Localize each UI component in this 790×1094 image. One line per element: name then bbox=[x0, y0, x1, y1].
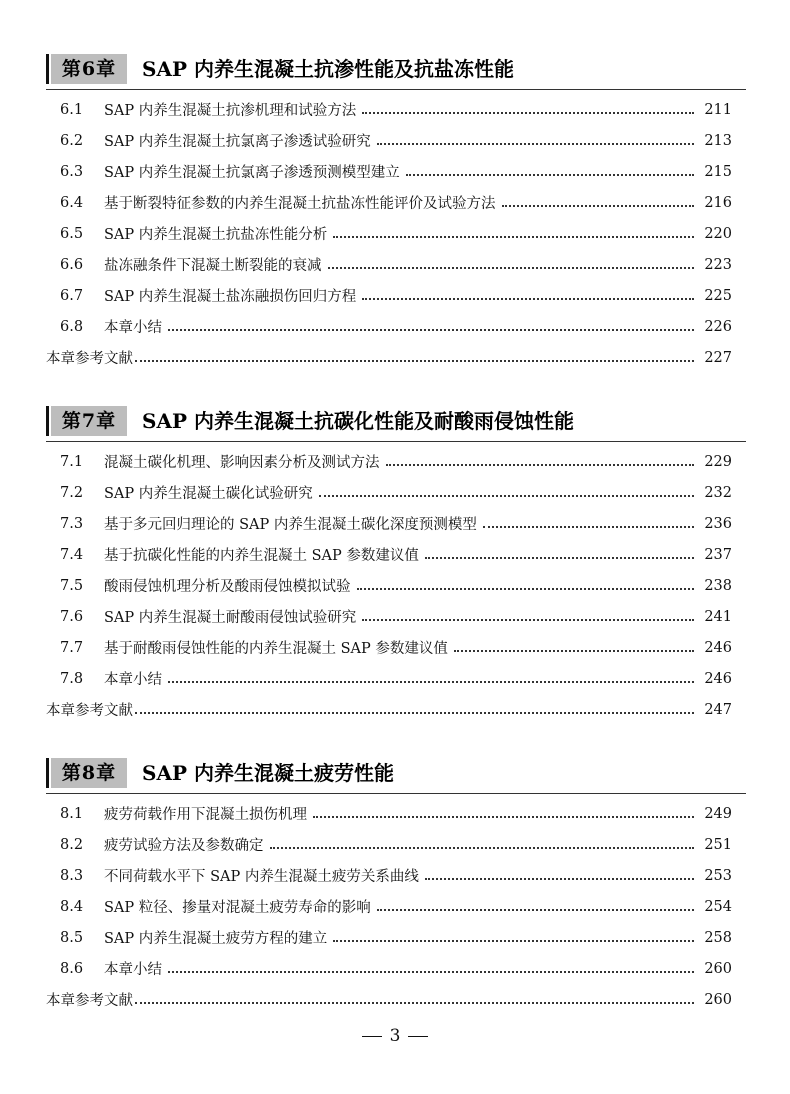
toc-entry[interactable] bbox=[60, 663, 732, 694]
section-number: 7.7 bbox=[60, 639, 84, 656]
section-title: SAP 内养生混凝土盐冻融损伤回归方程 bbox=[104, 289, 357, 305]
page-number: 226 bbox=[704, 318, 732, 335]
chapter-rule bbox=[46, 793, 746, 794]
section-title: SAP 内养生混凝土耐酸雨侵蚀试验研究 bbox=[104, 610, 357, 626]
section-number: 6.8 bbox=[60, 318, 84, 335]
section-number: 7.8 bbox=[60, 670, 84, 687]
page-number: 225 bbox=[704, 287, 732, 304]
toc-entry[interactable] bbox=[60, 570, 732, 601]
toc-entry[interactable] bbox=[60, 94, 732, 125]
dot-leader bbox=[377, 141, 694, 145]
section-title: 基于多元回归理论的 SAP 内养生混凝土碳化深度预测模型 bbox=[104, 517, 477, 533]
toc-entry[interactable] bbox=[60, 125, 732, 156]
dot-leader bbox=[377, 907, 694, 911]
references-title: 本章参考文献 bbox=[46, 993, 133, 1009]
chapter-marker-bar bbox=[46, 406, 49, 436]
chapter-6 bbox=[46, 52, 746, 367]
toc-entry[interactable] bbox=[60, 891, 732, 922]
section-title: 盐冻融条件下混凝土断裂能的衰减 bbox=[104, 258, 322, 274]
section-number: 6.4 bbox=[60, 194, 84, 211]
references-title: 本章参考文献 bbox=[46, 351, 133, 367]
section-number: 6.5 bbox=[60, 225, 84, 242]
dot-leader bbox=[425, 876, 694, 880]
section-number: 6.3 bbox=[60, 163, 84, 180]
chapter-label: 第6章 bbox=[51, 54, 127, 84]
toc-entries bbox=[46, 798, 732, 1015]
chapter-marker-bar bbox=[46, 54, 49, 84]
section-title: 基于耐酸雨侵蚀性能的内养生混凝土 SAP 参数建议值 bbox=[104, 641, 448, 657]
page-number: 258 bbox=[704, 929, 732, 946]
section-number: 6.6 bbox=[60, 256, 84, 273]
section-number: 7.3 bbox=[60, 515, 84, 532]
section-number: 8.1 bbox=[60, 805, 84, 822]
chapter-header bbox=[46, 404, 746, 442]
section-title: SAP 内养生混凝土抗氯离子渗透预测模型建立 bbox=[104, 165, 400, 181]
dot-leader bbox=[425, 555, 694, 559]
section-title: SAP 内养生混凝土抗氯离子渗透试验研究 bbox=[104, 134, 371, 150]
toc-entry[interactable] bbox=[60, 280, 732, 311]
chapter-header bbox=[46, 52, 746, 90]
section-number: 7.4 bbox=[60, 546, 84, 563]
section-title: SAP 粒径、掺量对混凝土疲劳寿命的影响 bbox=[104, 900, 371, 916]
page-number: 241 bbox=[704, 608, 732, 625]
page-number: 236 bbox=[704, 515, 732, 532]
section-number: 8.4 bbox=[60, 898, 84, 915]
section-title: 不同荷载水平下 SAP 内养生混凝土疲劳关系曲线 bbox=[104, 869, 419, 885]
dot-leader bbox=[313, 814, 694, 818]
section-number: 7.5 bbox=[60, 577, 84, 594]
dot-leader bbox=[319, 493, 694, 497]
toc-entry-references[interactable] bbox=[46, 342, 732, 373]
section-number: 7.1 bbox=[60, 453, 84, 470]
page-number: 215 bbox=[704, 163, 732, 180]
section-number: 6.2 bbox=[60, 132, 84, 149]
section-title: 疲劳试验方法及参数确定 bbox=[104, 838, 264, 854]
page-number: 251 bbox=[704, 836, 732, 853]
section-number: 8.3 bbox=[60, 867, 84, 884]
toc-entry[interactable] bbox=[60, 446, 732, 477]
page-number: 247 bbox=[704, 701, 732, 718]
chapter-8 bbox=[46, 756, 746, 1009]
dot-leader bbox=[135, 710, 694, 714]
section-title: 本章小结 bbox=[104, 320, 162, 336]
dot-leader bbox=[135, 358, 694, 362]
section-number: 7.2 bbox=[60, 484, 84, 501]
dot-leader bbox=[502, 203, 695, 207]
chapter-label: 第8章 bbox=[51, 758, 127, 788]
toc-entries bbox=[46, 94, 732, 373]
chapter-marker-bar bbox=[46, 758, 49, 788]
toc-entry[interactable] bbox=[60, 953, 732, 984]
page-number: 216 bbox=[704, 194, 732, 211]
toc-entry[interactable] bbox=[60, 311, 732, 342]
toc-entry[interactable] bbox=[60, 156, 732, 187]
references-title: 本章参考文献 bbox=[46, 703, 133, 719]
dot-leader bbox=[135, 1000, 694, 1004]
section-title: 基于抗碳化性能的内养生混凝土 SAP 参数建议值 bbox=[104, 548, 419, 564]
page-number: 223 bbox=[704, 256, 732, 273]
dot-leader bbox=[406, 172, 694, 176]
page-number: 260 bbox=[704, 991, 732, 1008]
page-number: 211 bbox=[704, 101, 732, 118]
chapter-title: SAP 内养生混凝土抗碳化性能及耐酸雨侵蚀性能 bbox=[142, 409, 574, 433]
section-title: 本章小结 bbox=[104, 672, 162, 688]
page-number: 229 bbox=[704, 453, 732, 470]
page-number: 254 bbox=[704, 898, 732, 915]
section-title: 本章小结 bbox=[104, 962, 162, 978]
chapter-label: 第7章 bbox=[51, 406, 127, 436]
toc-entry[interactable] bbox=[60, 477, 732, 508]
chapter-rule bbox=[46, 89, 746, 90]
section-number: 8.5 bbox=[60, 929, 84, 946]
chapter-header bbox=[46, 756, 746, 794]
dot-leader bbox=[362, 617, 694, 621]
page-number: 246 bbox=[704, 670, 732, 687]
section-number: 7.6 bbox=[60, 608, 84, 625]
folio-number: 3 bbox=[389, 1026, 401, 1046]
toc-entry[interactable] bbox=[60, 632, 732, 663]
folio-dash-left bbox=[362, 1036, 382, 1037]
page-number: 227 bbox=[704, 349, 732, 366]
dot-leader bbox=[333, 938, 694, 942]
toc-entry[interactable] bbox=[60, 601, 732, 632]
toc-entry[interactable] bbox=[60, 218, 732, 249]
chapter-7 bbox=[46, 404, 746, 719]
toc-entry[interactable] bbox=[60, 829, 732, 860]
chapter-rule bbox=[46, 441, 746, 442]
dot-leader bbox=[270, 845, 695, 849]
toc-entry-references[interactable] bbox=[46, 984, 732, 1015]
dot-leader bbox=[333, 234, 694, 238]
page-number: 249 bbox=[704, 805, 732, 822]
toc-entry[interactable] bbox=[60, 187, 732, 218]
section-number: 8.2 bbox=[60, 836, 84, 853]
page-number: 213 bbox=[704, 132, 732, 149]
dot-leader bbox=[168, 969, 694, 973]
section-title: SAP 内养生混凝土抗渗机理和试验方法 bbox=[104, 103, 357, 119]
page-number: 237 bbox=[704, 546, 732, 563]
page-number: 246 bbox=[704, 639, 732, 656]
toc-entry[interactable] bbox=[60, 508, 732, 539]
section-title: SAP 内养生混凝土抗盐冻性能分析 bbox=[104, 227, 328, 243]
dot-leader bbox=[386, 462, 695, 466]
section-title: 混凝土碳化机理、影响因素分析及测试方法 bbox=[104, 455, 380, 471]
section-number: 6.7 bbox=[60, 287, 84, 304]
page-number: 232 bbox=[704, 484, 732, 501]
toc-entry[interactable] bbox=[60, 249, 732, 280]
dot-leader bbox=[328, 265, 695, 269]
section-title: 基于断裂特征参数的内养生混凝土抗盐冻性能评价及试验方法 bbox=[104, 196, 496, 212]
toc-entry[interactable] bbox=[60, 860, 732, 891]
dot-leader bbox=[362, 296, 694, 300]
chapter-title: SAP 内养生混凝土抗渗性能及抗盐冻性能 bbox=[142, 57, 514, 81]
section-number: 8.6 bbox=[60, 960, 84, 977]
dot-leader bbox=[168, 679, 694, 683]
page-number: 260 bbox=[704, 960, 732, 977]
section-number: 6.1 bbox=[60, 101, 84, 118]
toc-entries bbox=[46, 446, 732, 725]
toc-entry[interactable] bbox=[60, 539, 732, 570]
folio-dash-right bbox=[408, 1036, 428, 1037]
dot-leader bbox=[362, 110, 694, 114]
page-number: 253 bbox=[704, 867, 732, 884]
section-title: SAP 内养生混凝土碳化试验研究 bbox=[104, 486, 313, 502]
section-title: 疲劳荷载作用下混凝土损伤机理 bbox=[104, 807, 307, 823]
toc-entry[interactable] bbox=[60, 922, 732, 953]
page-folio bbox=[0, 1026, 790, 1046]
dot-leader bbox=[357, 586, 695, 590]
page-number: 238 bbox=[704, 577, 732, 594]
dot-leader bbox=[168, 327, 694, 331]
toc-entry[interactable] bbox=[60, 798, 732, 829]
page-number: 220 bbox=[704, 225, 732, 242]
toc-entry-references[interactable] bbox=[46, 694, 732, 725]
dot-leader bbox=[483, 524, 694, 528]
section-title: 酸雨侵蚀机理分析及酸雨侵蚀模拟试验 bbox=[104, 579, 351, 595]
section-title: SAP 内养生混凝土疲劳方程的建立 bbox=[104, 931, 328, 947]
chapter-title: SAP 内养生混凝土疲劳性能 bbox=[142, 761, 394, 785]
dot-leader bbox=[454, 648, 694, 652]
